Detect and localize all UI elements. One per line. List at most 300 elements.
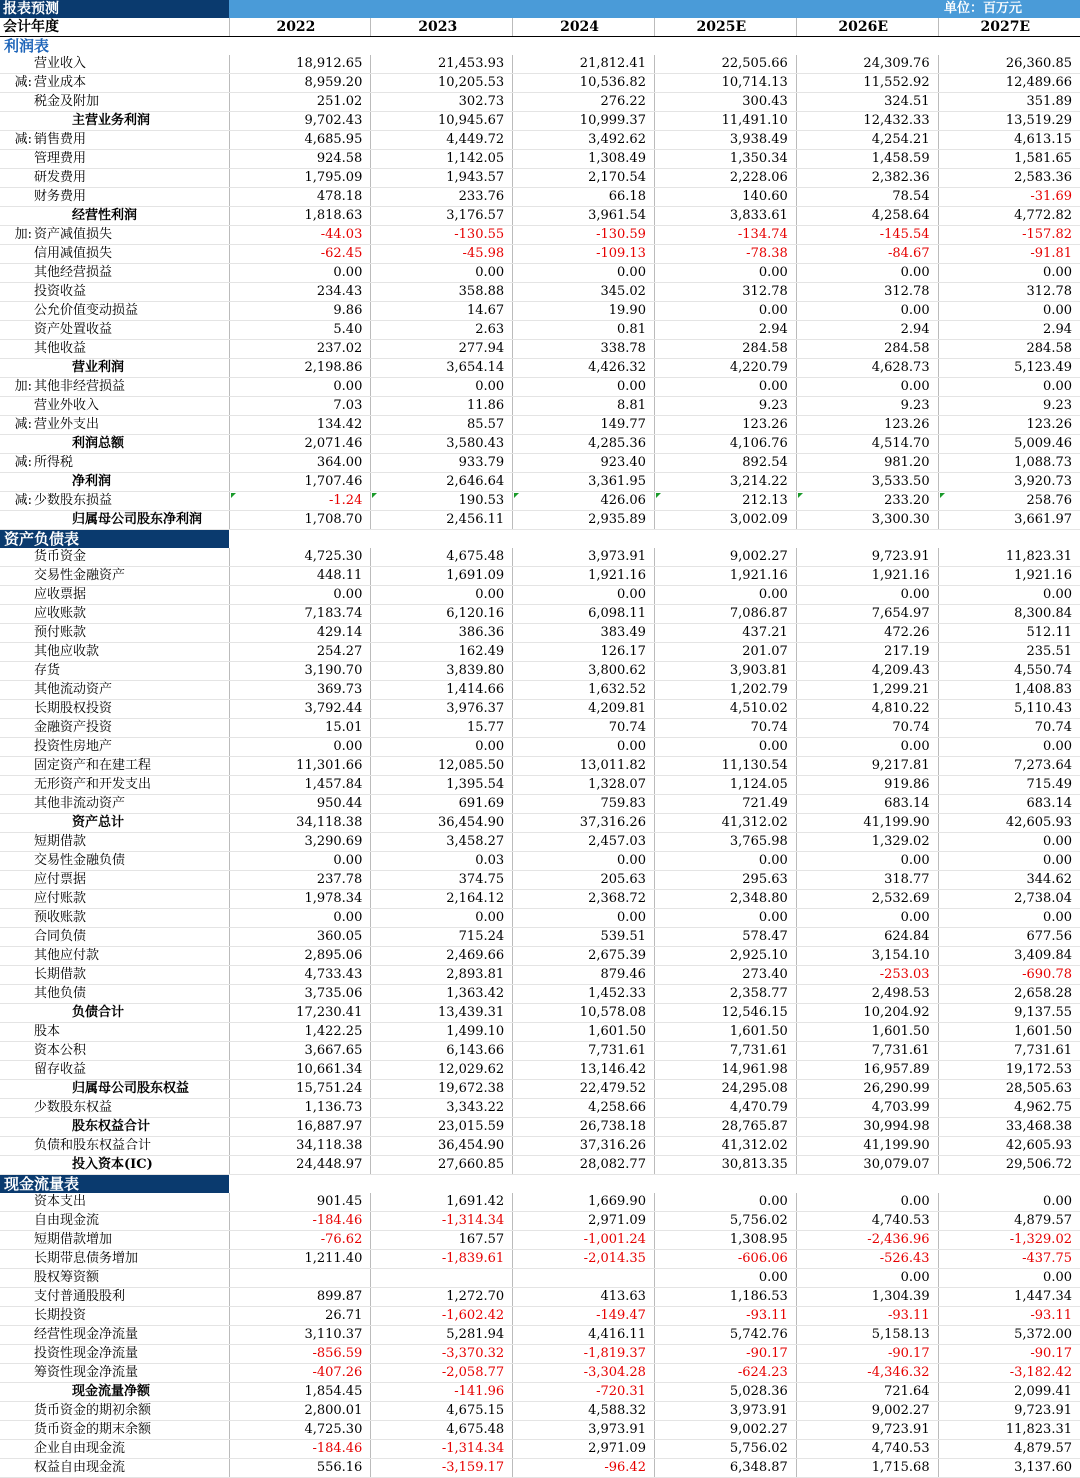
value-cell: -856.59 [229,1345,371,1364]
row-prefix: 减: [14,75,32,90]
value-cell: 386.36 [371,624,513,643]
row-label: 公允价值变动损益 [34,303,139,318]
table-row [0,1364,1080,1383]
section-spacer [229,1175,371,1194]
value-cell: 6,348.87 [654,1459,796,1478]
value-cell: 2,198.86 [229,359,371,378]
value-cell: 16,887.97 [229,1118,371,1137]
value-cell: -157.82 [938,226,1080,245]
value-cell: 11,130.54 [654,757,796,776]
value-cell: 134.42 [229,416,371,435]
row-label-cell [0,1156,229,1175]
value-cell: 3,800.62 [513,662,655,681]
value-cell: 3,961.54 [513,207,655,226]
value-cell: 715.49 [938,776,1080,795]
value-cell: 1,328.07 [513,776,655,795]
value-cell: -45.98 [371,245,513,264]
value-cell: -109.13 [513,245,655,264]
value-cell: 4,703.99 [796,1099,938,1118]
row-label-cell [0,74,229,93]
value-cell: 0.00 [654,1193,796,1212]
row-label-cell [0,909,229,928]
value-cell: 0.00 [229,264,371,283]
value-cell: 683.14 [938,795,1080,814]
row-label-cell [0,776,229,795]
row-label-cell [0,207,229,226]
row-label: 营业外支出 [34,417,100,432]
header-bar [0,0,1080,18]
value-cell: 11,823.31 [938,548,1080,567]
value-cell: 7,273.64 [938,757,1080,776]
subtotal-row [0,112,1080,131]
value-cell: 2,498.53 [796,985,938,1004]
value-cell: 0.00 [938,833,1080,852]
value-cell: -31.69 [938,188,1080,207]
value-cell: 3,580.43 [371,435,513,454]
row-label-cell [0,264,229,283]
table-row [0,643,1080,662]
value-cell: 41,312.02 [654,1137,796,1156]
value-cell: -84.67 [796,245,938,264]
value-cell: 9,002.27 [654,548,796,567]
row-label-cell [0,757,229,776]
value-cell: 338.78 [513,340,655,359]
row-label-cell [0,416,229,435]
value-cell: 2,457.03 [513,833,655,852]
row-label: 归属母公司股东权益 [72,1081,190,1096]
table-row [0,567,1080,586]
value-cell: 1,921.16 [513,567,655,586]
value-cell: 26,360.85 [938,55,1080,74]
value-cell: 258.76 [938,492,1080,511]
year-cell: 2026E [796,18,938,37]
value-cell: 15.77 [371,719,513,738]
value-cell: 2,935.89 [513,511,655,530]
value-cell: 300.43 [654,93,796,112]
value-cell: 3,833.61 [654,207,796,226]
table-row [0,586,1080,605]
value-cell: -624.23 [654,1364,796,1383]
year-cell: 2027E [938,18,1080,37]
row-label-cell [0,833,229,852]
row-label: 现金流量净额 [72,1384,151,1399]
row-label: 营业利润 [72,360,125,375]
value-cell: 9,723.91 [796,548,938,567]
value-cell: 324.51 [796,93,938,112]
value-cell: 30,994.98 [796,1118,938,1137]
value-cell: -91.81 [938,245,1080,264]
table-row [0,1061,1080,1080]
value-cell: 2,738.04 [938,890,1080,909]
value-cell: 5.40 [229,321,371,340]
value-cell: 2,646.64 [371,473,513,492]
value-cell: 7,731.61 [938,1042,1080,1061]
value-cell: 9,002.27 [796,1402,938,1421]
value-cell: 2,532.69 [796,890,938,909]
value-cell: 19.90 [513,302,655,321]
value-cell: 126.17 [513,643,655,662]
value-cell: 6,143.66 [371,1042,513,1061]
value-cell: 123.26 [654,416,796,435]
row-prefix: 减: [14,493,32,508]
row-label-cell [0,947,229,966]
table-row [0,1042,1080,1061]
subtotal-row [0,435,1080,454]
value-cell: 276.22 [513,93,655,112]
table-row [0,340,1080,359]
value-cell: 2,348.80 [654,890,796,909]
value-cell: 879.46 [513,966,655,985]
row-label: 资本公积 [34,1043,87,1058]
value-cell: 4,220.79 [654,359,796,378]
financial-forecast-table [0,18,1080,1478]
row-label: 短期借款 [34,834,87,849]
subtotal-row [0,1004,1080,1023]
row-label-cell [0,93,229,112]
value-cell: 312.78 [796,283,938,302]
value-cell: -4,346.32 [796,1364,938,1383]
value-cell: 12,546.15 [654,1004,796,1023]
value-cell: 3,903.81 [654,662,796,681]
table-row [0,416,1080,435]
row-label-cell [0,1269,229,1288]
report-title: 报表预测 [0,0,229,18]
value-cell: -141.96 [371,1383,513,1402]
value-cell: 892.54 [654,454,796,473]
row-prefix: 加: [14,379,32,394]
row-label-cell [0,302,229,321]
value-cell: 10,945.67 [371,112,513,131]
value-cell: 3,002.09 [654,511,796,530]
value-cell: 4,740.53 [796,1440,938,1459]
value-cell: 9,137.55 [938,1004,1080,1023]
value-cell: 4,675.48 [371,1421,513,1440]
value-cell: 1,601.50 [796,1023,938,1042]
value-cell: -1,329.02 [938,1231,1080,1250]
value-cell: 10,536.82 [513,74,655,93]
row-label-cell [0,928,229,947]
table-row [0,548,1080,567]
value-cell: 0.00 [938,302,1080,321]
table-row [0,1307,1080,1326]
value-cell: 3,458.27 [371,833,513,852]
value-cell: 4,588.32 [513,1402,655,1421]
value-cell: 9.23 [654,397,796,416]
value-cell: 123.26 [938,416,1080,435]
row-label: 其他流动资产 [34,682,113,697]
value-cell: 3,533.50 [796,473,938,492]
value-cell: 0.00 [371,586,513,605]
value-cell: 4,733.43 [229,966,371,985]
value-cell: 9.23 [796,397,938,416]
table-row [0,1288,1080,1307]
section-spacer [796,530,938,549]
year-cell: 2025E [654,18,796,37]
value-cell: 3,973.91 [513,548,655,567]
row-label: 股权筹资额 [34,1270,100,1285]
row-label-cell [0,586,229,605]
value-cell: 251.02 [229,93,371,112]
value-cell: 1,669.90 [513,1193,655,1212]
row-label: 主营业务利润 [72,113,151,128]
value-cell: 981.20 [796,454,938,473]
value-cell: 26.71 [229,1307,371,1326]
row-label-cell [0,1288,229,1307]
value-cell: 10,999.37 [513,112,655,131]
value-cell: 3,938.49 [654,131,796,150]
value-cell: 0.00 [513,586,655,605]
value-cell: -2,436.96 [796,1231,938,1250]
value-cell: -253.03 [796,966,938,985]
value-cell: 11.86 [371,397,513,416]
value-cell: 237.78 [229,871,371,890]
value-cell: 0.00 [796,738,938,757]
value-cell: 0.00 [796,302,938,321]
value-cell: 5,028.36 [654,1383,796,1402]
value-cell: 140.60 [654,188,796,207]
row-label-cell [0,283,229,302]
value-cell: 33,468.38 [938,1118,1080,1137]
row-label: 无形资产和开发支出 [34,777,152,792]
row-prefix: 减: [14,455,32,470]
value-cell: 19,172.53 [938,1061,1080,1080]
value-cell: 2,358.77 [654,985,796,1004]
table-row [0,662,1080,681]
value-cell: 1,142.05 [371,150,513,169]
value-cell: 539.51 [513,928,655,947]
value-cell: 437.21 [654,624,796,643]
value-cell: 721.49 [654,795,796,814]
year-cell: 2024 [513,18,655,37]
value-cell: 12,085.50 [371,757,513,776]
value-cell: 2,583.36 [938,169,1080,188]
section-spacer [938,37,1080,56]
row-label: 负债和股东权益合计 [34,1138,152,1153]
value-cell: 2,469.66 [371,947,513,966]
value-cell: 7,731.61 [796,1042,938,1061]
row-label: 财务费用 [34,189,87,204]
value-cell: 0.00 [654,586,796,605]
value-cell: -90.17 [938,1345,1080,1364]
subtotal-row [0,1383,1080,1402]
year-label: 会计年度 [0,18,229,37]
value-cell: -145.54 [796,226,938,245]
value-cell: -1,602.42 [371,1307,513,1326]
value-cell: 16,957.89 [796,1061,938,1080]
row-label-cell [0,1118,229,1137]
value-cell: -3,182.42 [938,1364,1080,1383]
row-label: 应付账款 [34,891,87,906]
value-cell: 284.58 [654,340,796,359]
value-cell: 1,329.02 [796,833,938,852]
value-cell: 34,118.38 [229,1137,371,1156]
value-cell: 4,879.57 [938,1440,1080,1459]
value-cell: 42,605.93 [938,814,1080,833]
table-row [0,131,1080,150]
value-cell: -3,304.28 [513,1364,655,1383]
row-label: 短期借款增加 [34,1232,113,1247]
value-cell: 8,959.20 [229,74,371,93]
table-row [0,852,1080,871]
row-label-cell [0,738,229,757]
table-row [0,397,1080,416]
row-label: 股本 [34,1024,61,1039]
value-cell: 212.13 [654,492,796,511]
value-cell: 0.00 [796,852,938,871]
row-label: 销售费用 [34,132,87,147]
value-cell: 3,973.91 [654,1402,796,1421]
value-cell: -720.31 [513,1383,655,1402]
row-label: 预收账款 [34,910,87,925]
value-cell: -690.78 [938,966,1080,985]
value-cell: 2,456.11 [371,511,513,530]
value-cell: 1,350.34 [654,150,796,169]
value-cell: 1,818.63 [229,207,371,226]
table-row [0,226,1080,245]
value-cell: 277.94 [371,340,513,359]
row-label-cell [0,1023,229,1042]
value-cell: 7,183.74 [229,605,371,624]
row-label: 应付票据 [34,872,87,887]
row-label-cell [0,454,229,473]
row-label-cell [0,1080,229,1099]
row-label: 经营性现金净流量 [34,1327,139,1342]
value-cell: 312.78 [938,283,1080,302]
value-cell: 19,672.38 [371,1080,513,1099]
section-header-row [0,530,1080,549]
table-row [0,738,1080,757]
value-cell: 28,505.63 [938,1080,1080,1099]
value-cell: 205.63 [513,871,655,890]
value-cell: -184.46 [229,1440,371,1459]
row-label-cell [0,1231,229,1250]
value-cell: 0.00 [229,738,371,757]
unit-label: 单位：百万元 [229,0,1080,18]
row-label: 权益自由现金流 [34,1460,126,1475]
row-label-cell [0,378,229,397]
value-cell: 5,742.76 [654,1326,796,1345]
row-label-cell [0,1137,229,1156]
row-label-cell [0,681,229,700]
value-cell: 9,002.27 [654,1421,796,1440]
value-cell: 0.00 [938,586,1080,605]
value-cell: 26,290.99 [796,1080,938,1099]
row-label: 营业成本 [34,75,87,90]
row-label: 其他非流动资产 [34,796,126,811]
row-label-cell [0,1212,229,1231]
value-cell: 1,921.16 [654,567,796,586]
value-cell: 201.07 [654,643,796,662]
table-row [0,492,1080,511]
value-cell: 0.03 [371,852,513,871]
value-cell: 2.94 [796,321,938,340]
value-cell: 4,879.57 [938,1212,1080,1231]
value-cell: 344.62 [938,871,1080,890]
value-cell: 923.40 [513,454,655,473]
value-cell: 13,439.31 [371,1004,513,1023]
value-cell: 4,550.74 [938,662,1080,681]
section-spacer [371,530,513,549]
value-cell: 0.00 [229,909,371,928]
value-cell: -3,370.32 [371,1345,513,1364]
row-label: 股东权益合计 [72,1119,151,1134]
table-row [0,1250,1080,1269]
value-cell: -93.11 [796,1307,938,1326]
value-cell: 0.00 [796,586,938,605]
section-header-row [0,37,1080,56]
row-label: 应收票据 [34,587,87,602]
value-cell: 9,217.81 [796,757,938,776]
value-cell: 715.24 [371,928,513,947]
value-cell: -76.62 [229,1231,371,1250]
value-cell: 3,973.91 [513,1421,655,1440]
row-label: 资产处置收益 [34,322,113,337]
row-label: 经营性利润 [72,208,138,223]
value-cell: 2,658.28 [938,985,1080,1004]
section-spacer [513,37,655,56]
row-label: 长期带息债务增加 [34,1251,139,1266]
row-label-cell [0,1250,229,1269]
table-row [0,74,1080,93]
value-cell: 8,300.84 [938,605,1080,624]
table-row [0,454,1080,473]
value-cell: 22,479.52 [513,1080,655,1099]
value-cell: 3,409.84 [938,947,1080,966]
value-cell [229,1269,371,1288]
value-cell: 478.18 [229,188,371,207]
value-cell: 3,839.80 [371,662,513,681]
row-label: 其他收益 [34,341,87,356]
value-cell: 3,976.37 [371,700,513,719]
table-row [0,624,1080,643]
table-row [0,605,1080,624]
value-cell: 5,009.46 [938,435,1080,454]
value-cell: 0.00 [371,378,513,397]
section-title: 资产负债表 [0,530,229,549]
row-label-cell [0,1307,229,1326]
table-row [0,283,1080,302]
value-cell: 123.26 [796,416,938,435]
value-cell: 0.00 [938,1193,1080,1212]
value-cell: -93.11 [938,1307,1080,1326]
value-cell: 10,578.08 [513,1004,655,1023]
value-cell: 254.27 [229,643,371,662]
value-cell: 4,613.15 [938,131,1080,150]
value-cell: 1,088.73 [938,454,1080,473]
value-cell: 0.00 [654,302,796,321]
row-label: 税金及附加 [34,94,100,109]
row-label-cell [0,795,229,814]
value-cell: 5,123.49 [938,359,1080,378]
value-cell: 41,199.90 [796,1137,938,1156]
value-cell: 2,971.09 [513,1440,655,1459]
value-cell: 3,154.10 [796,947,938,966]
value-cell: 1,304.39 [796,1288,938,1307]
row-label-cell [0,226,229,245]
value-cell: 0.00 [796,1269,938,1288]
section-spacer [229,530,371,549]
value-cell: 10,205.53 [371,74,513,93]
value-cell: 149.77 [513,416,655,435]
value-cell: 9.86 [229,302,371,321]
value-cell: 364.00 [229,454,371,473]
year-header-row [0,18,1080,37]
value-cell: 0.00 [654,1269,796,1288]
value-cell: 18,912.65 [229,55,371,74]
value-cell: 3,654.14 [371,359,513,378]
value-cell: 5,372.00 [938,1326,1080,1345]
value-cell: 0.00 [371,909,513,928]
